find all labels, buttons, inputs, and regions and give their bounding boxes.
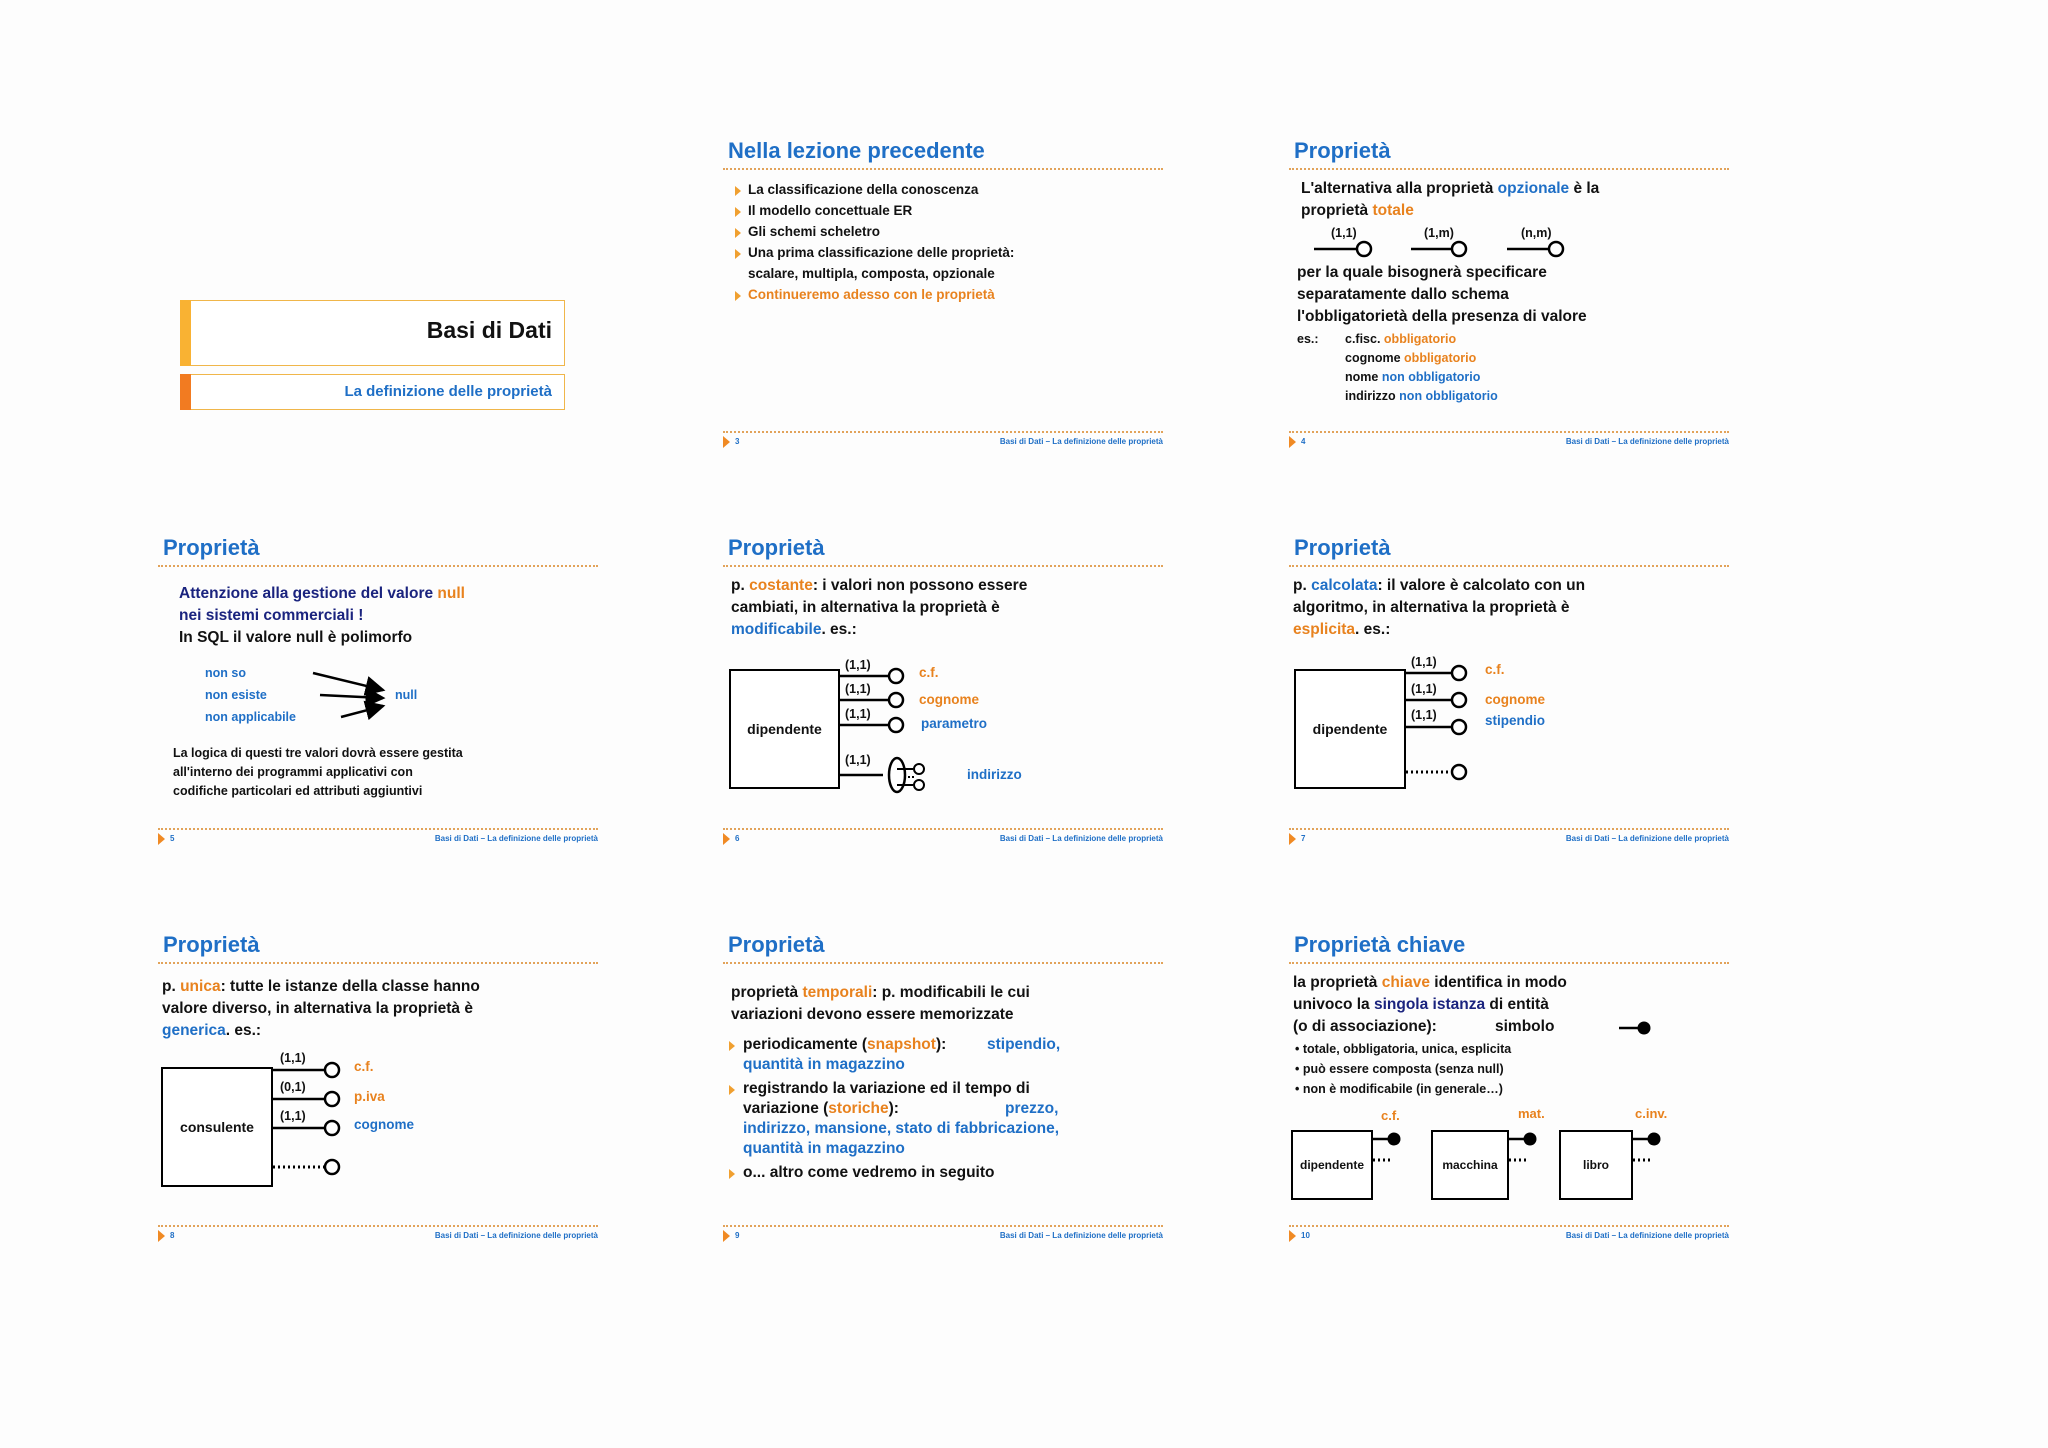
attribute-circle-icon: [1357, 242, 1371, 256]
key-circle-icon: [1388, 1133, 1401, 1146]
arrow-icon: [320, 695, 383, 698]
snapshot-example-cont: quantità in magazzino: [743, 1056, 905, 1073]
intro-line-1: p. calcolata: il valore è calcolato con un: [1293, 577, 1586, 594]
bullet-marker: [729, 1169, 735, 1179]
bullet-marker: [735, 291, 741, 301]
null-meaning-2: non esiste: [205, 688, 267, 702]
key-circle-icon: [1648, 1133, 1661, 1146]
attribute-diagram: [723, 535, 1171, 835]
bullet-storiche-line-2: variazione (storiche):: [743, 1100, 899, 1117]
footer-arrow-icon: [158, 1230, 165, 1242]
footer-rule: [723, 828, 1163, 830]
slide-9: [723, 932, 1171, 1292]
cover-title-box: [180, 300, 565, 366]
page-number: 5: [170, 834, 175, 843]
intro-line-1: p. unica: tutte le istanze della classe hanno: [162, 978, 480, 995]
attribute-circle-icon: [1452, 720, 1466, 734]
title-rule: [723, 962, 1163, 964]
footer-text: Basi di Dati – La definizione delle proprietà: [999, 437, 1163, 446]
bullet-marker: [735, 249, 741, 259]
attribute-circle-icon: [1452, 765, 1466, 779]
footer-rule: [158, 828, 598, 830]
slide-title: Proprietà chiave: [1294, 932, 1466, 957]
cover-subtitle-box: [180, 374, 565, 410]
bullet-marker: [729, 1085, 735, 1095]
cardinality-label: (1,1): [1411, 655, 1437, 669]
footer-arrow-icon: [158, 833, 165, 845]
footer-arrow-icon: [1289, 1230, 1296, 1242]
footer-arrow-icon: [723, 436, 730, 448]
null-meaning-1: non so: [205, 666, 246, 680]
entity-dipendente: dipendente: [1291, 1130, 1373, 1200]
attribute-label: indirizzo: [967, 767, 1022, 782]
cover-subtitle-accent: [180, 374, 191, 410]
slide-title: Proprietà: [1294, 138, 1391, 163]
entity-libro: libro: [1559, 1130, 1633, 1200]
footer-arrow-icon: [1289, 436, 1296, 448]
attribute-label: c.f.: [354, 1059, 374, 1074]
slide-title: Nella lezione precedente: [728, 138, 985, 163]
attribute-label: parametro: [921, 716, 988, 731]
footer-text: Basi di Dati – La definizione delle proprietà: [999, 834, 1163, 843]
footer-arrow-icon: [1289, 833, 1296, 845]
cardinality-label: (1,1): [845, 682, 871, 696]
bullet-2: • può essere composta (senza null): [1295, 1062, 1504, 1076]
snapshot-example: stipendio,: [987, 1036, 1061, 1053]
slide-4: [1289, 138, 1737, 498]
footer-text: Basi di Dati – La definizione delle proprietà: [434, 1231, 598, 1240]
sql-null-line: In SQL il valore null è polimorfo: [179, 629, 413, 646]
slide-title: Proprietà: [163, 535, 260, 560]
example-row: cognome obbligatorio: [1345, 351, 1477, 365]
attribute-label: stipendio: [1485, 713, 1545, 728]
cardinality-label: (1,1): [280, 1109, 306, 1123]
storiche-example-cont-1: indirizzo, mansione, stato di fabbricazione,: [743, 1120, 1060, 1137]
attribute-circle-icon: [889, 693, 903, 707]
example-row: indirizzo non obbligatorio: [1345, 389, 1498, 403]
arrow-icon: [341, 706, 383, 717]
attribute-circle-icon: [325, 1092, 339, 1106]
slide-8: [158, 932, 606, 1292]
entity-dipendente: dipendente: [729, 669, 840, 789]
intro-line-3: generica. es.:: [162, 1022, 262, 1039]
cardinality-label: (1,1): [1411, 708, 1437, 722]
attribute-circle-icon: [1452, 666, 1466, 680]
slide-title: Proprietà: [728, 535, 825, 560]
intro-line-1: p. costante: i valori non possono essere: [731, 577, 1028, 594]
intro-line-1: la proprietà chiave identifica in modo: [1293, 974, 1567, 991]
storiche-example-cont-2: quantità in magazzino: [743, 1140, 905, 1157]
attribute-circle-icon: [889, 669, 903, 683]
attribute-label: c.f.: [1485, 662, 1505, 677]
intro-line-2: cambiati, in alternativa la proprietà è: [731, 599, 1000, 616]
attribute-circle-icon: [889, 718, 903, 732]
page-number: 7: [1301, 834, 1306, 843]
attribute-diagram: [158, 932, 606, 1232]
paragraph-line-2: separatamente dallo schema: [1297, 286, 1509, 303]
bullet-3: • non è modificabile (in generale…): [1295, 1082, 1503, 1096]
intro-line-2: algoritmo, in alternativa la proprietà è: [1293, 599, 1570, 616]
footer-rule: [723, 1225, 1163, 1227]
cardinality-label: (1,1): [845, 658, 871, 672]
footer-text: Basi di Dati – La definizione delle proprietà: [434, 834, 598, 843]
bullet-1: La classificazione della conoscenza: [748, 182, 979, 197]
slide-cover: [158, 140, 606, 500]
bullet-1: • totale, obbligatoria, unica, esplicita: [1295, 1042, 1512, 1056]
attribute-circle-icon: [1549, 242, 1563, 256]
key-label: mat.: [1518, 1106, 1545, 1121]
bullet-marker: [729, 1041, 735, 1051]
attribute-label: p.iva: [354, 1089, 385, 1104]
paragraph-line-1: per la quale bisognerà specificare: [1297, 264, 1547, 281]
bullet-5: Continueremo adesso con le proprietà: [748, 287, 995, 302]
warning-line-2: nei sistemi commerciali !: [179, 607, 364, 624]
page-number: 6: [735, 834, 740, 843]
page-number: 4: [1301, 437, 1306, 446]
slide-3: [723, 138, 1171, 498]
footer-rule: [1289, 828, 1729, 830]
paragraph-line-3: l'obbligatorietà della presenza di valore: [1297, 308, 1587, 325]
paragraph-line-2: all'interno dei programmi applicativi con: [173, 765, 413, 779]
entity-macchina: macchina: [1431, 1130, 1509, 1200]
page-number: 9: [735, 1231, 740, 1240]
cardinality-label: (1,1): [280, 1051, 306, 1065]
intro-line-2: proprietà totale: [1301, 202, 1414, 219]
cardinality-label: (n,m): [1521, 226, 1552, 240]
cover-title: Basi di Dati: [426, 317, 552, 343]
paragraph-line-3: codifiche particolari ed attributi aggiuntivi: [173, 784, 423, 798]
composite-attribute-icon: [889, 758, 905, 792]
footer-rule: [158, 1225, 598, 1227]
intro-line-1: proprietà temporali: p. modificabili le cui: [731, 984, 1030, 1001]
attribute-circle-icon: [325, 1063, 339, 1077]
bullet-altro: o... altro come vedremo in seguito: [743, 1164, 995, 1181]
key-label: c.inv.: [1635, 1106, 1668, 1121]
key-diagram: [1289, 932, 1737, 1232]
footer-text: Basi di Dati – La definizione delle proprietà: [1565, 834, 1729, 843]
example-row: c.fisc. obbligatorio: [1345, 332, 1457, 346]
slide-6: [723, 535, 1171, 895]
page-number: 3: [735, 437, 740, 446]
slide-title: Proprietà: [728, 932, 825, 957]
attribute-label: cognome: [354, 1117, 415, 1132]
attribute-circle-icon: [325, 1160, 339, 1174]
intro-line-1: L'alternativa alla proprietà opzionale è la: [1301, 180, 1600, 197]
page-number: 8: [170, 1231, 175, 1240]
attribute-label: c.f.: [919, 665, 939, 680]
slide-title: Proprietà: [1294, 535, 1391, 560]
example-row: nome non obbligatorio: [1345, 370, 1481, 384]
footer-arrow-icon: [723, 833, 730, 845]
paragraph-line-1: La logica di questi tre valori dovrà essere gestita: [173, 746, 463, 760]
intro-line-2: univoco la singola istanza di entità: [1293, 996, 1549, 1013]
footer-text: Basi di Dati – La definizione delle proprietà: [1565, 1231, 1729, 1240]
entity-consulente: consulente: [161, 1067, 273, 1187]
footer-rule: [1289, 1225, 1729, 1227]
null-meaning-3: non applicabile: [205, 710, 296, 724]
attribute-circle-icon: [325, 1121, 339, 1135]
attribute-diagram: [1289, 535, 1737, 835]
attribute-circle-icon: [1452, 242, 1466, 256]
slide-10: [1289, 932, 1737, 1292]
title-rule: [723, 168, 1163, 170]
bullet-marker: [735, 207, 741, 217]
intro-line-3: (o di associazione):: [1293, 1018, 1437, 1035]
attribute-circle-icon: [914, 764, 924, 774]
warning-line-1: Attenzione alla gestione del valore null: [179, 585, 465, 602]
footer-rule: [1289, 431, 1729, 433]
cardinality-label: (1,1): [845, 753, 871, 767]
cover-title-accent: [180, 300, 191, 366]
bullet-2: Il modello concettuale ER: [748, 203, 913, 218]
footer-arrow-icon: [723, 1230, 730, 1242]
cardinality-label: (1,1): [1411, 682, 1437, 696]
attribute-circle-icon: [914, 780, 924, 790]
cardinality-label: (1,1): [845, 707, 871, 721]
bullet-4-cont: scalare, multipla, composta, opzionale: [748, 266, 995, 281]
es-label: es.:: [1297, 332, 1319, 346]
entity-dipendente: dipendente: [1294, 669, 1406, 789]
bullet-marker: [735, 228, 741, 238]
storiche-example: prezzo,: [1005, 1100, 1059, 1117]
footer-text: Basi di Dati – La definizione delle proprietà: [999, 1231, 1163, 1240]
bullet-3: Gli schemi scheletro: [748, 224, 881, 239]
attribute-label: cognome: [1485, 692, 1546, 707]
cover-subtitle: La definizione delle proprietà: [344, 383, 552, 400]
bullet-marker: [735, 186, 741, 196]
bullet-storiche-line-1: registrando la variazione ed il tempo di: [743, 1080, 1030, 1097]
slide-5: [158, 535, 606, 895]
intro-line-2: valore diverso, in alternativa la proprietà è: [162, 1000, 473, 1017]
key-label: c.f.: [1381, 1108, 1400, 1123]
slide-title: Proprietà: [163, 932, 260, 957]
cardinality-label: (1,m): [1424, 226, 1454, 240]
intro-line-2: variazioni devono essere memorizzate: [731, 1006, 1014, 1023]
slide-7: [1289, 535, 1737, 895]
key-circle-icon: [1524, 1133, 1537, 1146]
footer-rule: [723, 431, 1163, 433]
page-number: 10: [1301, 1231, 1310, 1240]
bullet-4: Una prima classificazione delle proprietà:: [748, 245, 1015, 260]
arrow-icon: [313, 673, 383, 690]
footer-text: Basi di Dati – La definizione delle proprietà: [1565, 437, 1729, 446]
intro-line-3: esplicita. es.:: [1293, 621, 1391, 638]
null-label: null: [395, 688, 418, 702]
attribute-label: cognome: [919, 692, 980, 707]
symbol-label: simbolo: [1495, 1018, 1555, 1035]
cardinality-label: (0,1): [280, 1080, 306, 1094]
intro-line-3: modificabile. es.:: [731, 621, 857, 638]
attribute-circle-icon: [1452, 693, 1466, 707]
cardinality-label: (1,1): [1331, 226, 1357, 240]
bullet-snapshot: periodicamente (snapshot):: [743, 1036, 947, 1053]
